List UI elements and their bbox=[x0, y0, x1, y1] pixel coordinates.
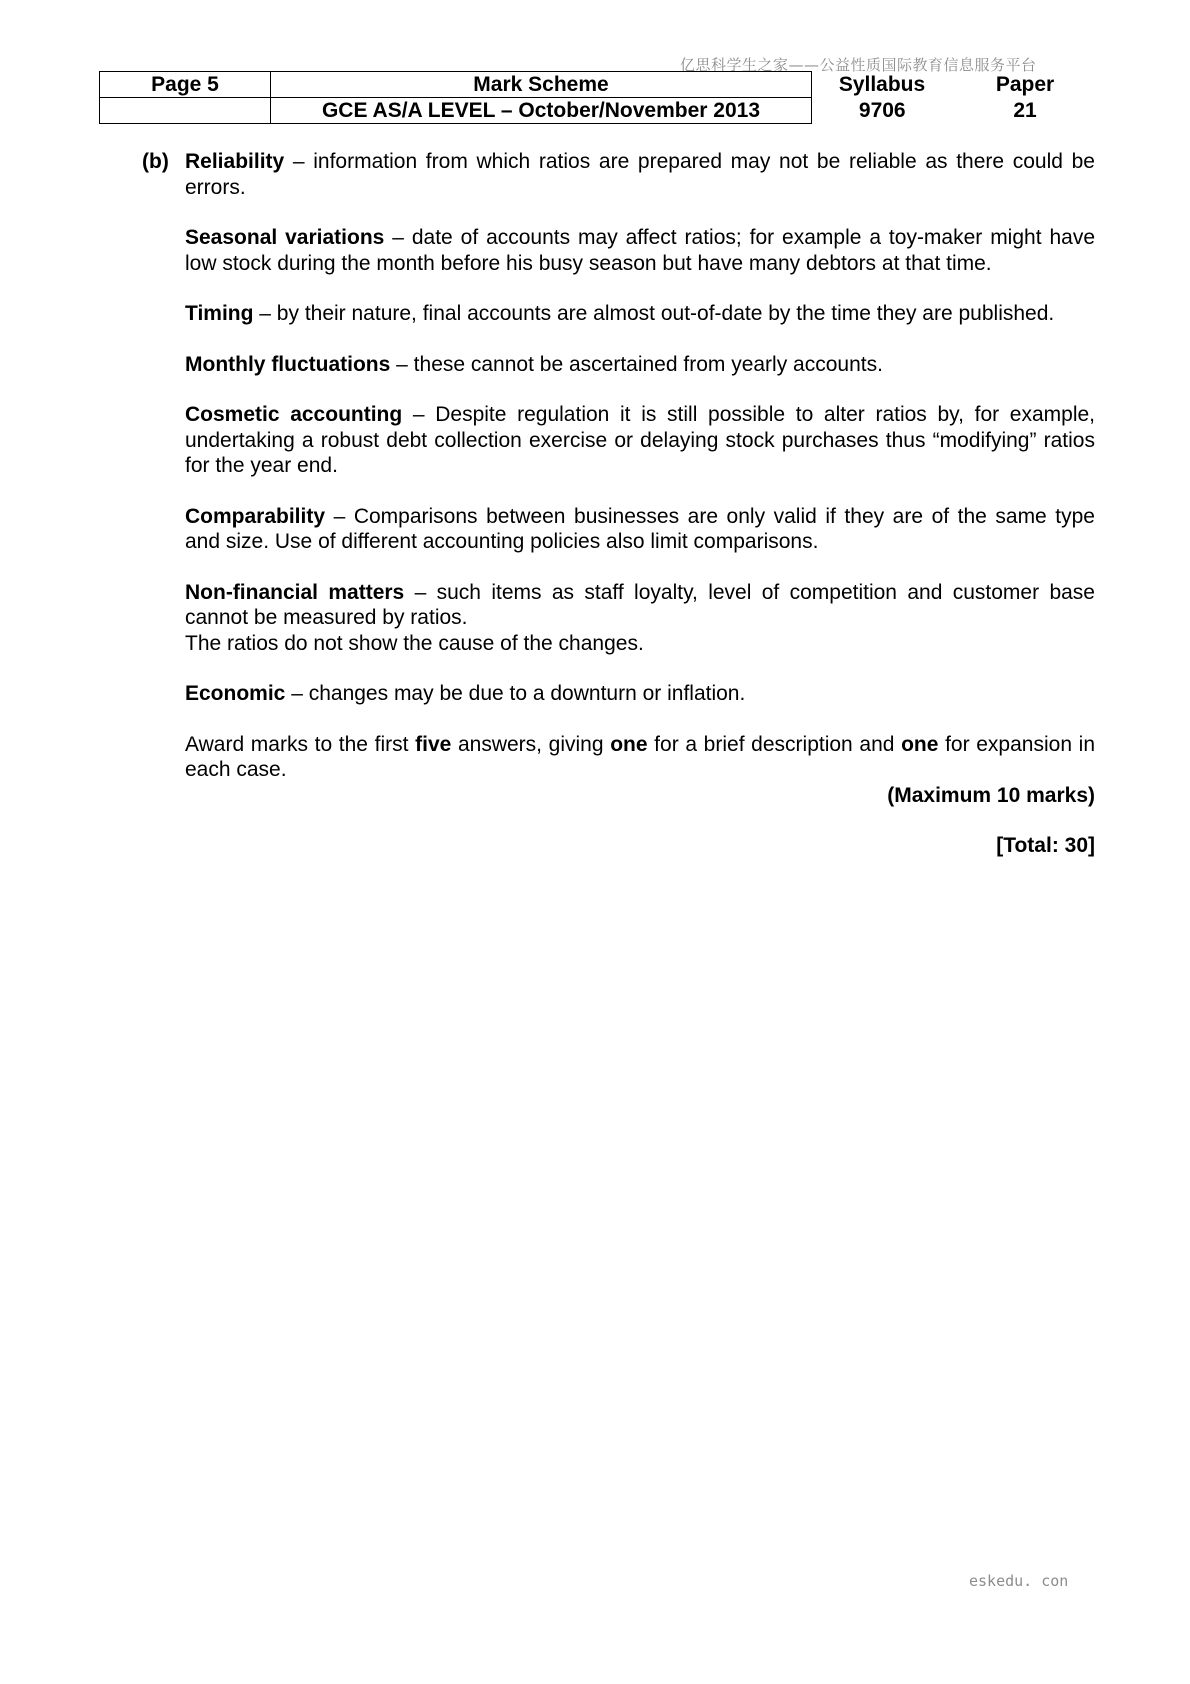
syllabus-label: Syllabus bbox=[838, 73, 926, 96]
item-text: – date of accounts may affect ratios; for example a toy-maker might have low stock during the month before his busy season but have many debtors at that time. bbox=[185, 226, 1095, 275]
item-term: Economic bbox=[185, 682, 286, 705]
header-empty-cell bbox=[100, 98, 271, 124]
item-economic bbox=[185, 681, 1095, 707]
item-term: Reliability bbox=[185, 150, 285, 173]
item-term: Comparability bbox=[185, 504, 326, 528]
causes-line: The ratios do not show the cause of the changes. bbox=[185, 631, 644, 655]
item-comparability bbox=[185, 504, 1095, 555]
item-timing bbox=[185, 301, 1095, 327]
item-monthly-fluctuations bbox=[185, 352, 1095, 378]
total-marks: [Total: 30] bbox=[996, 834, 1095, 857]
award-instructions bbox=[185, 732, 1095, 783]
item-term: Monthly fluctuations bbox=[185, 352, 391, 376]
award-text: answers, giving bbox=[451, 732, 611, 756]
item-text: – by their nature, final accounts are almost out-of-date by the time they are published. bbox=[253, 302, 1055, 325]
item-cosmetic-accounting bbox=[185, 402, 1095, 479]
award-text: Award marks to the first bbox=[185, 732, 416, 756]
item-term: Cosmetic accounting bbox=[185, 403, 403, 426]
watermark-top: 亿思科学生之家——公益性质国际教育信息服务平台 bbox=[680, 56, 1037, 74]
item-non-financial-matters bbox=[185, 580, 1095, 631]
item-text: – information from which ratios are prepared may not be reliable as there could be errors. bbox=[185, 150, 1095, 199]
item-reliability bbox=[185, 149, 1095, 200]
header-table bbox=[99, 71, 1098, 124]
award-emphasis: one bbox=[610, 732, 648, 756]
award-emphasis: five bbox=[415, 732, 452, 756]
item-text: – Comparisons between businesses are only valid if they are of the same type and size. Use of different accounting policies also limit comparisons. bbox=[185, 504, 1095, 553]
paper-value: 21 bbox=[1013, 99, 1037, 122]
item-term: Timing bbox=[185, 302, 254, 325]
item-text: – Despite regulation it is still possible to alter ratios by, for example, undertaking a robust debt collection exercise or delaying stock purchases thus “modifying” ratios for the year end. bbox=[185, 403, 1095, 477]
item-text: – these cannot be ascertained from yearly accounts. bbox=[390, 352, 883, 376]
answer-content bbox=[185, 149, 1095, 859]
paper-label: Paper bbox=[995, 73, 1055, 96]
award-text: for expansion in each case. bbox=[185, 732, 1095, 781]
award-text: for a brief description and bbox=[647, 732, 902, 756]
syllabus-value: 9706 bbox=[858, 99, 906, 122]
document-title: Mark Scheme bbox=[271, 72, 812, 98]
document-subtitle: GCE AS/A LEVEL – October/November 2013 bbox=[271, 98, 812, 124]
max-marks: (Maximum 10 marks) bbox=[887, 783, 1095, 807]
item-term: Non-financial matters bbox=[185, 580, 405, 604]
part-label: (b) bbox=[142, 150, 169, 173]
item-seasonal-variations bbox=[185, 225, 1095, 276]
page-number: Page 5 bbox=[100, 72, 271, 98]
item-term: Seasonal variations bbox=[185, 226, 385, 249]
watermark-bottom: eskedu. con bbox=[969, 1572, 1069, 1590]
item-text: – changes may be due to a downturn or inflation. bbox=[285, 682, 746, 705]
item-text: – such items as staff loyalty, level of competition and customer base cannot be measured by ratios. bbox=[185, 580, 1095, 629]
award-emphasis: one bbox=[901, 732, 939, 756]
